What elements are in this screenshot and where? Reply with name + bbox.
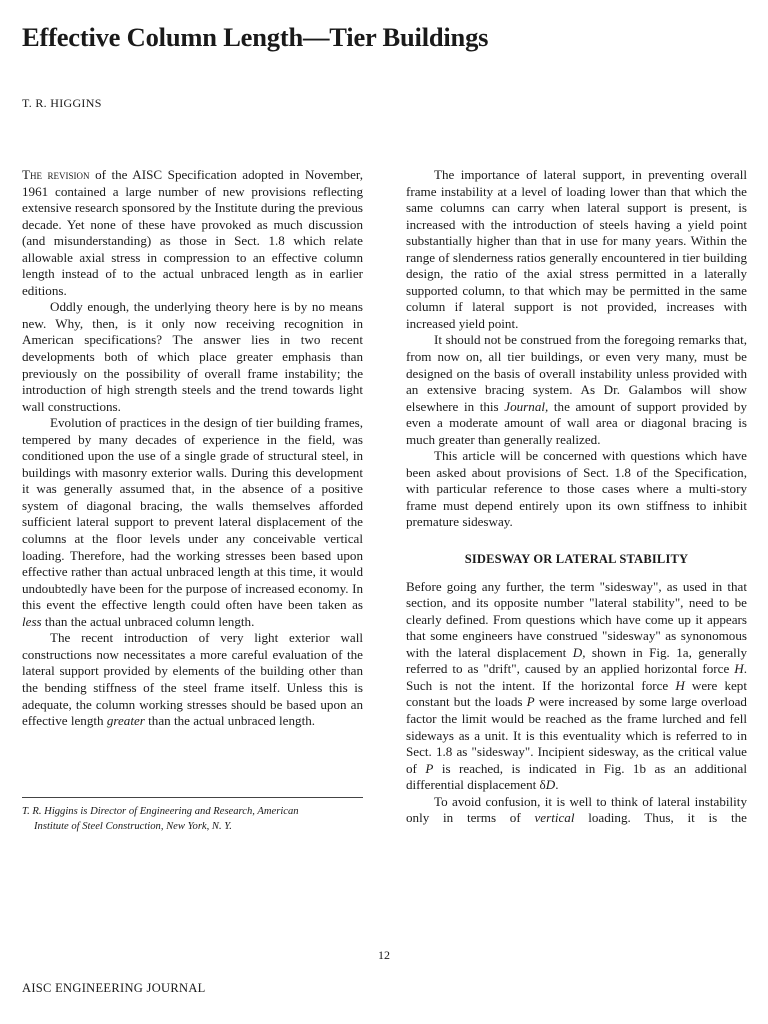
text-segment: The recent introduction of very light exterior wall constructions now necessitates a more careful evaluation of the lateral support provided by elements of the building other than the bending stiffness of the steel frame itself. Unless this is adequate, the column working stresses should be based upon an effective length	[22, 630, 363, 729]
text-segment: than the actual unbraced length.	[144, 713, 316, 729]
italic-text: H	[675, 677, 685, 693]
text-segment: Evolution of practices in the design of tier building frames, tempered by many decades of experience in the field, was conditioned upon the use of a single grade of structural steel, in buildings with masonry exterior walls. During this development it was generally assumed that, in the absence of a positive system of diagonal bracing, the walls themselves afforded sufficient lateral support to prevent lateral displacement of the columns at the floor levels under any conceivable vertical loading. Therefore, had the working stresses been based upon effective rather than actual unbraced length at this time, it would undoubtedly have been for the purpose of increased economy. In this event the effective length could often have been taken as	[22, 415, 363, 613]
text-segment: were increased by some large overload factor the limit would be reached as the frame lurched and fell sideways as a unit. It is this eventuality which is referred to in Sect. 1.8 as "sidesway". Incipient sidesway, as the critical value of	[406, 694, 747, 776]
left-column	[22, 167, 363, 730]
small-caps-text: The revision	[22, 167, 90, 182]
paragraph	[406, 579, 747, 794]
italic-text: D	[545, 777, 556, 793]
footnote-line-1: T. R. Higgins is Director of Engineering and Research, American	[22, 806, 299, 817]
italic-text: Journal,	[504, 398, 549, 414]
text-segment: Before going any further, the term "sidesway", as used in that section, and its opposite number "lateral stability", need to be clearly defined. From questions which have come up it appears that some engineers have construed "sidesway" as synonomous with the lateral displacement	[406, 578, 747, 660]
text-segment: than the actual unbraced column length.	[41, 613, 255, 629]
italic-text: H	[734, 661, 744, 677]
italic-text: D,	[572, 644, 586, 660]
italic-text: P	[425, 760, 434, 776]
right-column-section-body	[406, 579, 747, 827]
text-segment: To avoid confusion, it is well to think of lateral instability only in terms of	[406, 793, 747, 826]
author-name: T. R. HIGGINS	[22, 96, 102, 110]
italic-text: vertical	[534, 810, 575, 826]
text-segment: the amount of support provided by even a moderate amount of wall area or diagonal bracing is much greater than generally realized.	[406, 398, 747, 447]
author-footnote	[22, 797, 363, 834]
paragraph	[406, 332, 747, 448]
paragraph	[406, 794, 747, 827]
journal-name: AISC ENGINEERING JOURNAL	[22, 981, 206, 995]
text-segment: of the AISC Specification adopted in November, 1961 contained a large number of new provisions reflecting extensive research sponsored by the Institute during the previous decade. Yet none of these have provoked as much discussion (and misunderstanding) as those in Sect. 1.8 which relate allowable axial stress in compression to an effective column length instead of to the actual unbraced length as in earlier editions.	[22, 167, 363, 298]
paragraph	[22, 630, 363, 729]
text-segment: is reached, is indicated in Fig. 1b as an additional differential displacement δ	[406, 760, 748, 793]
text-segment: loading. Thus, it is the	[574, 810, 747, 826]
italic-text: greater	[106, 713, 145, 729]
text-segment: were kept constant but the loads	[406, 677, 747, 710]
text-segment: . Such is not the intent. If the horizontal force	[406, 661, 747, 693]
right-column-intro	[406, 167, 747, 531]
paragraph	[22, 415, 363, 630]
text-segment: It should not be construed from the foregoing remarks that, from now on, all tier buildings, or even very many, must be designed on the basis of overall instability unless provided with an extensive bracing system. As Dr. Galambos will show elsewhere in this	[406, 332, 747, 414]
page-number: 12	[378, 948, 390, 962]
footnote-line-2: Institute of Steel Construction, New York, N. Y.	[34, 821, 232, 832]
text-segment: Oddly enough, the underlying theory here is by no means new. Why, then, is it only now receiving recognition in American specifications? The answer lies in two recent developments both of which place greater emphasis than previously on the possibility of overall frame instability; the introduction of high strength steels and the trend towards light wall constructions.	[22, 299, 363, 414]
right-column	[406, 167, 747, 827]
article-title: Effective Column Length—Tier Buildings	[22, 22, 489, 52]
text-segment: This article will be concerned with questions which have been asked about provisions of Sect. 1.8 of the Specification, with particular reference to those cases where a multi-story frame must depend entirely upon its own stiffness to inhibit premature sidesway.	[406, 448, 747, 530]
section-heading: SIDESWAY OR LATERAL STABILITY	[464, 552, 689, 567]
text-segment: The importance of lateral support, in preventing overall frame instability at a level of loading lower than that which the same columns can carry when lateral support is present, is increased with the introduction of steels having a yield point substantially higher than that in use for many years. Within the range of slenderness ratios generally encountered in tier building design, the ratio of the axial stress permitted in a laterally supported column, to that which may be permitted in the same column if lateral support is not provided, increases with increased yield point.	[406, 167, 747, 331]
italic-text: P	[526, 694, 535, 710]
paragraph	[406, 448, 747, 531]
text-segment: .	[555, 777, 559, 793]
text-segment: shown in Fig. 1a, generally referred to as "drift", caused by an applied horizontal force	[406, 644, 747, 677]
paragraph	[406, 167, 747, 332]
paragraph	[22, 299, 363, 415]
italic-text: less	[22, 613, 42, 629]
paragraph	[22, 167, 363, 299]
